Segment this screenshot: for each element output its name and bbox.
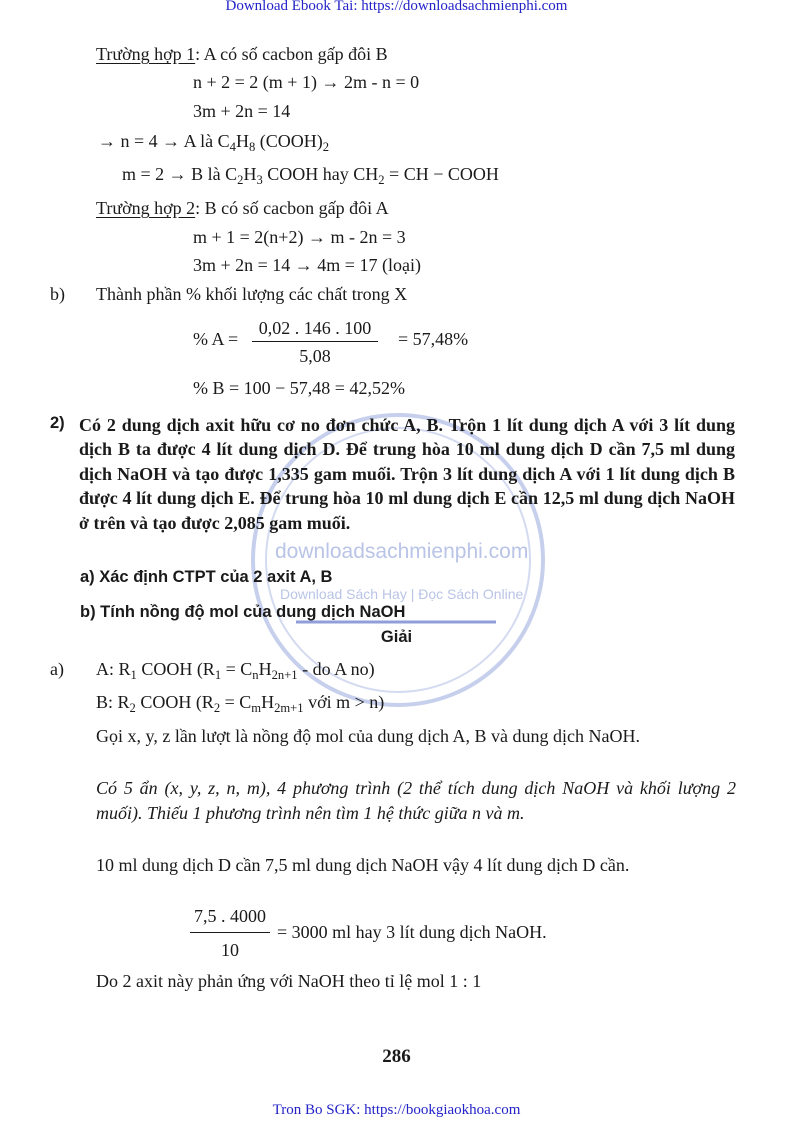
- problem2-number: 2): [50, 414, 65, 432]
- case1-eq2: 3m + 2n = 14: [193, 101, 291, 121]
- solution-para-unknowns: Có 5 ẩn (x, y, z, n, m), 4 phương trình (2 thể tích dung dịch NaOH và khối lượng 2 muối). Thiếu 1 phương trình nên tìm 1 hệ thức giữa n và m.: [96, 778, 736, 823]
- watermark-site: downloadsachmienphi.com: [275, 540, 529, 563]
- case1-heading: Trường hợp 1: A có số cacbon gấp đôi B: [96, 44, 388, 64]
- problem2-text: Có 2 dung dịch axit hữu cơ no đơn chức A, B. Trộn 1 lít dung dịch A với 3 lít dung dịch B ta được 4 lít dung dịch D. Để trung hòa 10 ml dung dịch D cần 7,5 ml dung dịch NaOH và tạo được 1,335 gam muối. Trộn 3 lít dung dịch A với 1 lít dung dịch B được 4 lít dung dịch E. Để trung hòa 10 ml dung dịch E cần 12,5 ml dung dịch NaOH ở trên và tạo được 2,085 gam muối.: [79, 415, 735, 533]
- case2-heading: Trường hợp 2: B có số cacbon gấp đôi A: [96, 198, 389, 218]
- solution-para-ratio: Do 2 axit này phản ứng với NaOH theo tỉ lệ mol 1 : 1: [96, 971, 482, 991]
- pctA-numerator: 0,02 . 146 . 100: [258, 318, 372, 338]
- case1-eq3: → n = 4 → A là $C_4H_8$ $(COOH)_2$: [98, 131, 330, 154]
- case1-eq1: n + 2 = 2 (m + 1) → 2m - n = 0: [193, 72, 420, 92]
- problem2-question-a: a) Xác định CTPT của 2 axit A, B: [80, 568, 333, 586]
- volume-fraction-numerator: 7,5 . 4000: [194, 906, 266, 926]
- solution-A-formula: A: $R_1$ COOH ($R_1 = C_nH_{2n+1}$ - do A no): [96, 659, 375, 682]
- pctA-label: % A =: [193, 329, 239, 349]
- page-number: 286: [382, 1046, 411, 1067]
- volume-fraction-denominator: 10: [221, 940, 239, 960]
- case2-eq2: 3m + 2n = 14 → 4m = 17 (loại): [193, 255, 421, 275]
- pctA-denominator: 5,08: [299, 346, 331, 366]
- volume-fraction-bar: [190, 932, 270, 933]
- part-b-text: Thành phần % khối lượng các chất trong X: [96, 284, 408, 304]
- case1-eq4: m = 2 → B là $C_2H_3$ COOH hay $CH_2$ = CH − COOH: [122, 164, 499, 187]
- watermark-tagline: Download Sách Hay | Đọc Sách Online: [280, 586, 524, 602]
- solution-para-volume: 10 ml dung dịch D cần 7,5 ml dung dịch NaOH vậy 4 lít dung dịch D cần.: [96, 855, 630, 875]
- part-b-label: b): [50, 284, 65, 304]
- volume-fraction-result: = 3000 ml hay 3 lít dung dịch NaOH.: [277, 922, 547, 942]
- solution-label-a: a): [50, 659, 64, 679]
- pctA-result: = 57,48%: [398, 329, 469, 349]
- pctA-fraction-bar: [252, 341, 378, 342]
- footer-sgk-link[interactable]: Tron Bo SGK: https://bookgiaokhoa.com: [272, 1102, 521, 1118]
- solution-B-formula: B: $R_2$ COOH ($R_2 = C_mH_{2m+1}$ với m > n): [96, 692, 385, 715]
- problem2-question-b: b) Tính nồng độ mol của dung dịch NaOH: [80, 603, 406, 621]
- pctB-line: % B = 100 − 57,48 = 42,52%: [193, 378, 405, 398]
- solution-para-variables: Gọi x, y, z lần lượt là nồng độ mol của dung dịch A, B và dung dịch NaOH.: [96, 726, 641, 746]
- header-download-link[interactable]: Download Ebook Tai: https://downloadsachmienphi.com: [225, 0, 568, 14]
- case2-eq1: m + 1 = 2(n+2) → m - 2n = 3: [193, 227, 406, 247]
- solution-title: Giải: [380, 628, 413, 646]
